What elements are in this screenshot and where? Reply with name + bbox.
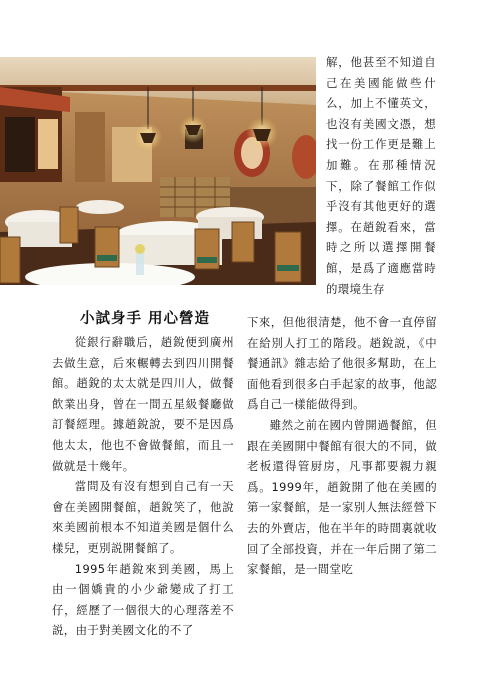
article-column-right-top — [326, 52, 436, 299]
article-paragraph: 當問及有沒有想到自己有一天會在美國開餐館，趙銳笑了，他說來美國前根本不知道美國是個什么樣兒，更別説開餐館了。 — [52, 479, 234, 555]
article-paragraph: 下來，但他很清楚，他不會一直停留在給別人打工的階段。趙銳説，《中餐通訊》雜志給了他很多幫助，在上面他看到很多白手起家的故事，他認爲自己一樣能做得到。 — [247, 315, 437, 412]
restaurant-photo — [0, 57, 316, 285]
article-paragraph: 解，他甚至不知道自己在美國能做些什么，加上不懂英文，也沒有美國文憑，想找一份工作更是難上加難。在那種情況下，除了餐館工作似乎沒有其他更好的選擇。在趙銳看來，當時之所以選擇開餐館，是爲了適應當時的環境生存 — [326, 55, 436, 296]
article-paragraph: 從銀行辭職后，趙銳便到廣州去做生意，后來輾轉去到四川開餐館。趙銳的太太就是四川人，做餐飲業出身，曾在一間五星級餐廳做訂餐經理。據趙銳說，要不是因爲他太太，他也不會做餐館，而且一做就是十幾年。 — [52, 335, 234, 473]
article-column-left — [52, 332, 234, 641]
article-column-right — [247, 312, 437, 580]
article-paragraph: 雖然之前在國内曾開過餐館，但跟在美國開中餐館有很大的不同，做老板還得管厨房，凡事都要親力親爲。1999年，趙銳開了他在美國的第一家餐館，是一家别人無法經營下去的外賣店，他在半年的時間裏就收回了全部投資，并在一年后開了第二家餐館，是一間堂吃 — [247, 417, 437, 577]
section-heading: 小試身手 用心營造 — [80, 310, 211, 327]
article-paragraph: 1995年趙銳來到美國，馬上由一個嬌貴的小少爺變成了打工仔，經歷了一個很大的心理落差不説，由于對美國文化的不了 — [52, 561, 234, 638]
